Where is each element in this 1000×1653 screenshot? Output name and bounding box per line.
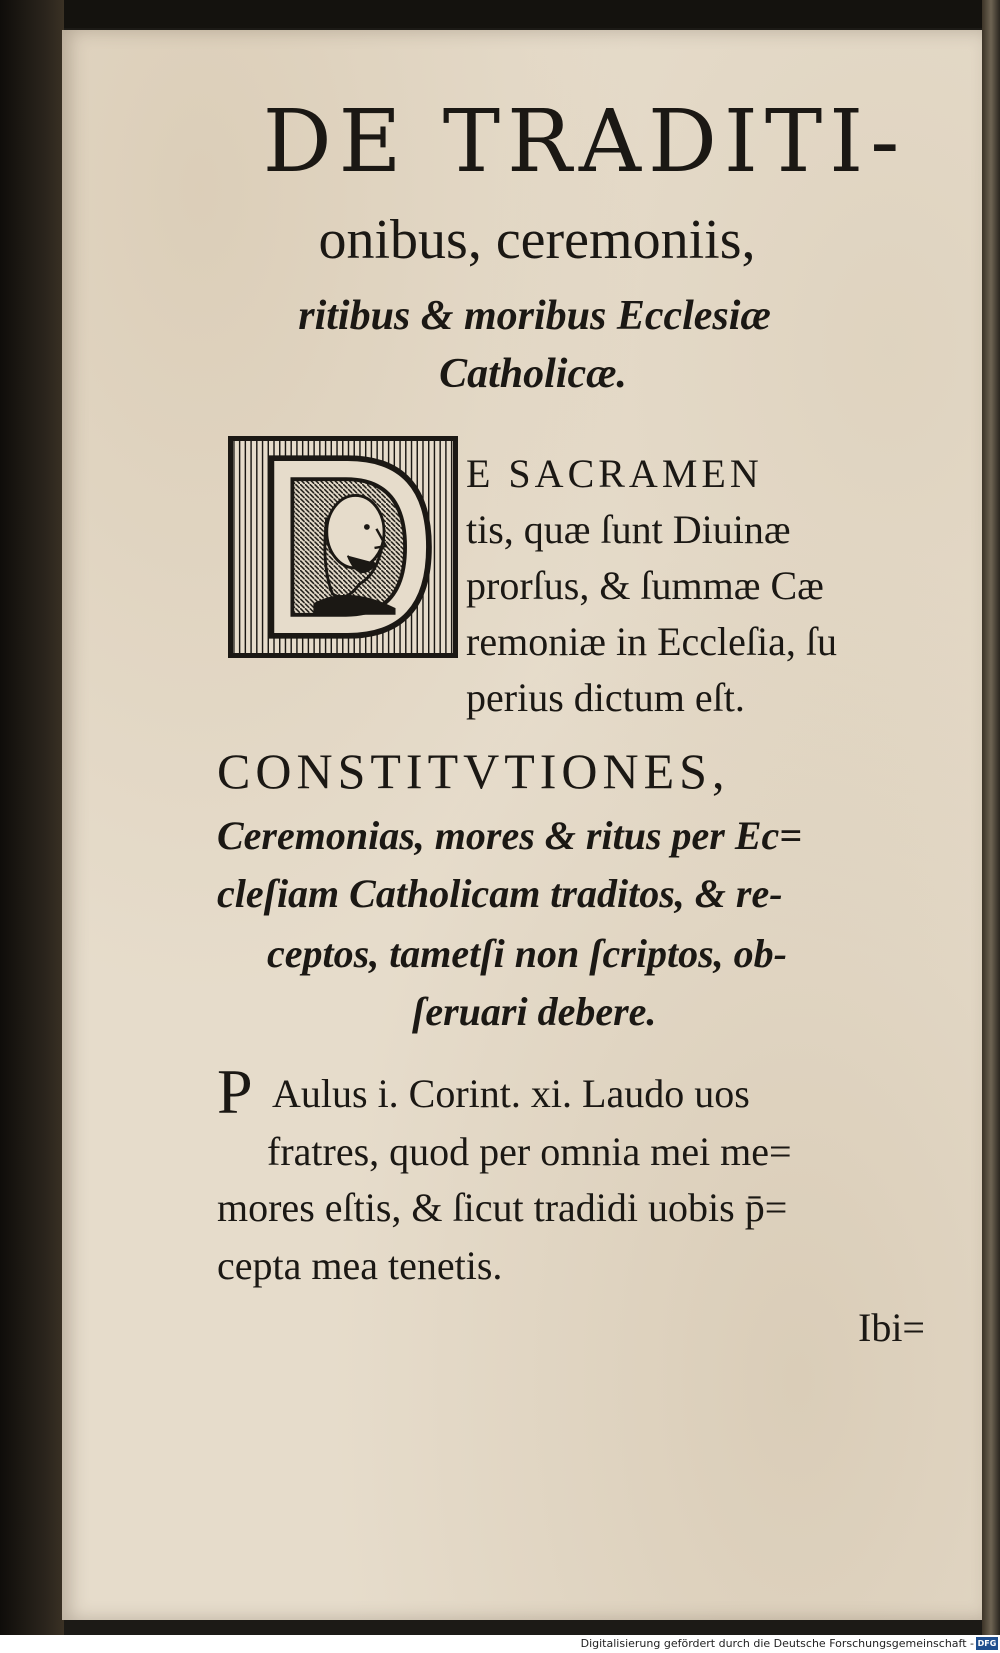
title-line-4: Catholicæ. (439, 351, 627, 397)
section3-line-4: cepta mea tenetis. (217, 1243, 503, 1288)
section3-line-2: fratres, quod per omnia mei me= (267, 1129, 792, 1174)
section3-line-3: mores eſtis, & ſicut tradidi uobis p̄= (217, 1185, 788, 1230)
section1-line-4: remoniæ in Eccleſia, ſu (466, 619, 837, 664)
section2-line-1: Ceremonias, mores & ritus per Ec= (217, 813, 803, 858)
book-page (62, 30, 982, 1620)
section1-line-5: perius dictum eſt. (466, 675, 745, 720)
funding-credit: Digitalisierung gefördert durch die Deutsche Forschungsgemeinschaft - (580, 1637, 974, 1650)
section1-line-2: tis, quæ ſunt Diuinæ (466, 507, 791, 552)
woodcut-initial-d (228, 436, 458, 658)
title-line-1: DE TRADITI- (262, 92, 907, 192)
page-edge-right (982, 0, 1000, 1635)
section1-line-3: prorſus, & ſummæ Cæ (466, 563, 824, 608)
section3-first-line: Aulus i. Corint. xi. Laudo uos (272, 1071, 750, 1116)
section2-line-4: ſeruari debere. (412, 989, 657, 1034)
dfg-logo-icon: DFG (977, 1639, 997, 1648)
title-line-3: ritibus & moribus Ecclesiæ (298, 293, 771, 339)
section3-drop-letter: P (217, 1056, 253, 1127)
section2-heading: CONSTITVTIONES, (217, 743, 730, 799)
section2-line-2: cleſiam Catholicam traditos, & re- (217, 871, 783, 916)
title-line-2: onibus, ceremoniis, (318, 209, 756, 271)
section1-line-1: E SACRAMEN (466, 451, 763, 496)
book-spine-shadow (0, 0, 64, 1653)
catchword: Ibi= (858, 1305, 925, 1350)
section2-line-3: ceptos, tametſi non ſcriptos, ob- (267, 931, 787, 976)
woodcut-portrait-illustration (233, 441, 453, 653)
scan-top-edge (0, 0, 1000, 28)
